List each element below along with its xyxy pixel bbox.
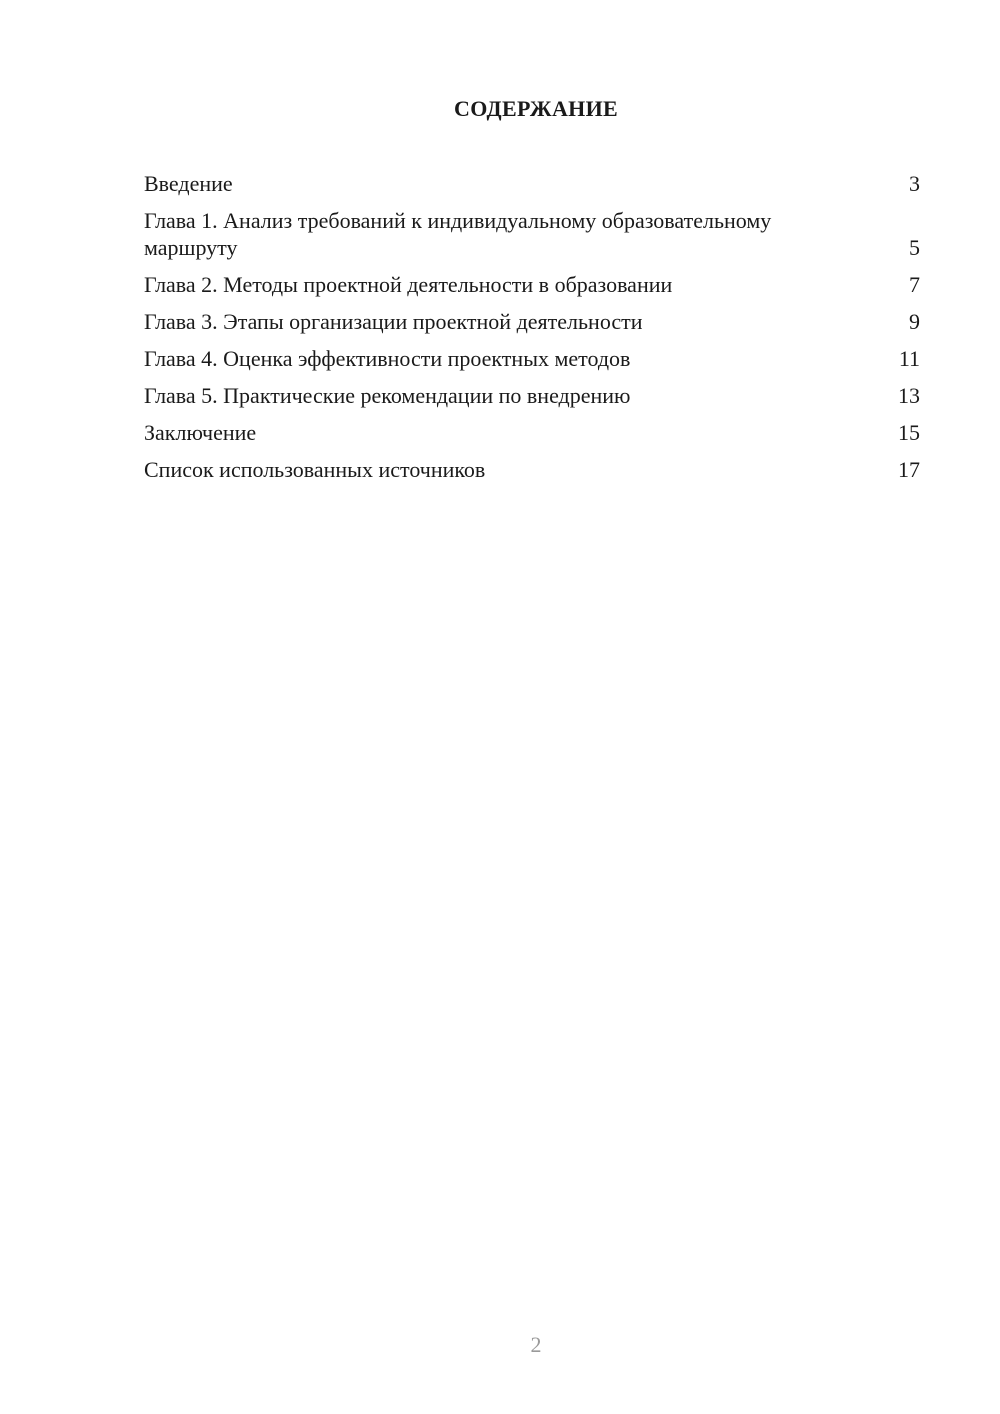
toc-item	[144, 308, 920, 335]
toc-item	[144, 456, 920, 483]
toc-item-title: Глава 3. Этапы организации проектной деятельности	[144, 309, 643, 334]
toc-item-page: 11	[898, 346, 920, 371]
page-title: СОДЕРЖАНИЕ	[454, 96, 618, 121]
toc-item	[144, 207, 920, 261]
toc-item-title: Введение	[144, 171, 233, 196]
toc-item	[144, 345, 920, 372]
table-of-contents	[144, 170, 920, 493]
toc-item-title: Список использованных источников	[144, 457, 486, 482]
page-number: 2	[530, 1332, 542, 1357]
toc-item-page: 7	[909, 272, 920, 297]
toc-item-page: 9	[909, 309, 920, 334]
toc-item-title: Глава 4. Оценка эффективности проектных методов	[144, 346, 631, 371]
toc-item-page: 5	[909, 235, 920, 260]
toc-item-page: 15	[898, 420, 920, 445]
toc-item	[144, 419, 920, 446]
toc-item	[144, 271, 920, 298]
toc-item-page: 13	[898, 383, 920, 408]
toc-item-title: Глава 5. Практические рекомендации по внедрению	[144, 383, 631, 408]
toc-item	[144, 382, 920, 409]
toc-item	[144, 170, 920, 197]
toc-item-title: Глава 1. Анализ требований к индивидуальному образовательному маршруту	[144, 208, 772, 260]
toc-item-page: 3	[909, 171, 920, 196]
toc-item-page: 17	[898, 457, 920, 482]
toc-item-title: Глава 2. Методы проектной деятельности в образовании	[144, 272, 673, 297]
toc-item-title: Заключение	[144, 420, 257, 445]
